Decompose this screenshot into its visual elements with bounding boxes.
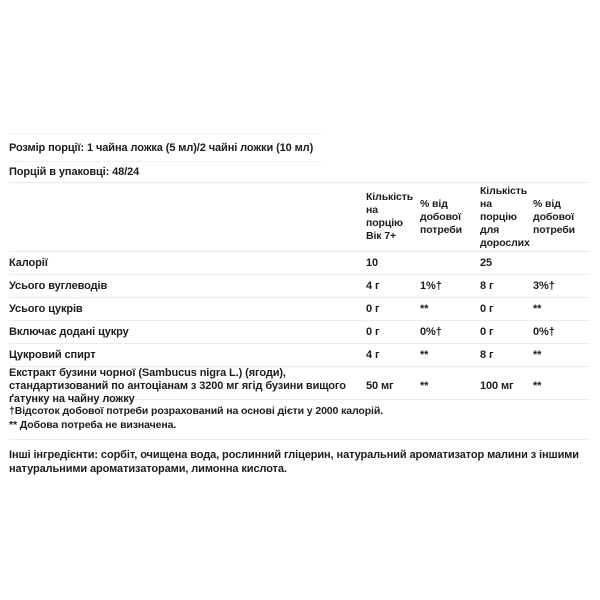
footnote-daily-value: †Відсоток добової потреби розрахований на основі дієти у 2000 калорій. (9, 405, 384, 417)
header-dv-children: % від добової потреби (420, 197, 462, 236)
header-nutrient-column (9, 183, 366, 251)
table-header-row (9, 182, 590, 251)
row-dv-adults: ** (533, 348, 542, 361)
row-dv-children: ** (420, 348, 429, 361)
row-dv-adults: ** (533, 380, 542, 392)
row-amount-adults: 0 г (480, 302, 494, 315)
table-row-added-sugars (9, 320, 590, 343)
facts-table (9, 182, 590, 405)
table-row-total-sugars (9, 297, 590, 320)
other-ingredients (9, 439, 587, 476)
servings-per-container-text: Порцій в упаковці: 48/24 (9, 166, 140, 178)
row-amount-children: 10 (366, 256, 379, 269)
row-amount-children: 50 мг (366, 380, 394, 392)
other-ingredients-text: Інші інгредієнти: сорбіт, очищена вода, рослинний гліцерин, натуральний ароматизатор малини з іншими натуральними ароматизаторами, лимонна кислота. (9, 449, 579, 475)
row-label: Усього цукрів (9, 302, 83, 315)
servings-per-container-row (9, 162, 590, 182)
row-dv-children: 0%† (420, 325, 442, 338)
row-dv-adults (533, 252, 590, 274)
row-amount-children: 4 г (366, 279, 380, 292)
table-row-total-carbs (9, 274, 590, 297)
row-amount-adults: 25 (480, 256, 493, 269)
row-dv-children (420, 252, 480, 274)
header-amount-adults: Кількість на порцію для дорослих (480, 184, 530, 249)
footnote-not-established: ** Добова потреба не визначена. (9, 418, 177, 431)
table-row-elderberry-extract (9, 366, 590, 405)
row-label: Екстракт бузини чорної (Sambucus nigra L.) (ягоди), стандартизований по антоціанам з 3200 мг ягід бузини вищого ґатунку на чайну ложку (9, 367, 346, 405)
row-label: Калорії (9, 256, 48, 269)
row-dv-adults: ** (533, 302, 542, 315)
header-dv-adults: % від добової потреби (533, 197, 575, 236)
row-amount-adults: 100 мг (480, 380, 514, 392)
table-row-calories (9, 251, 590, 274)
serving-size-text: Розмір порції: 1 чайна ложка (5 мл)/2 чайні ложки (10 мл) (9, 141, 314, 154)
row-amount-adults: 8 г (480, 348, 494, 361)
table-row-sugar-alcohol (9, 343, 590, 366)
row-amount-children: 4 г (366, 348, 380, 361)
row-label: Цукровий спирт (9, 348, 96, 361)
row-dv-adults: 3%† (533, 279, 555, 292)
row-label: Включає додані цукру (9, 325, 129, 338)
row-dv-children: ** (420, 380, 429, 392)
row-dv-children: ** (420, 302, 429, 315)
serving-size-row (9, 134, 590, 161)
row-dv-children: 1%† (420, 279, 442, 292)
supplement-facts-panel (9, 0, 590, 476)
header-amount-children: Кількість на порцію Вік 7+ (366, 191, 414, 242)
row-amount-adults: 8 г (480, 279, 494, 292)
row-dv-adults: 0%† (533, 325, 555, 338)
row-amount-adults: 0 г (480, 325, 494, 338)
row-amount-children: 0 г (366, 302, 380, 315)
row-amount-children: 0 г (366, 325, 380, 338)
row-label: Усього вуглеводів (9, 279, 108, 292)
